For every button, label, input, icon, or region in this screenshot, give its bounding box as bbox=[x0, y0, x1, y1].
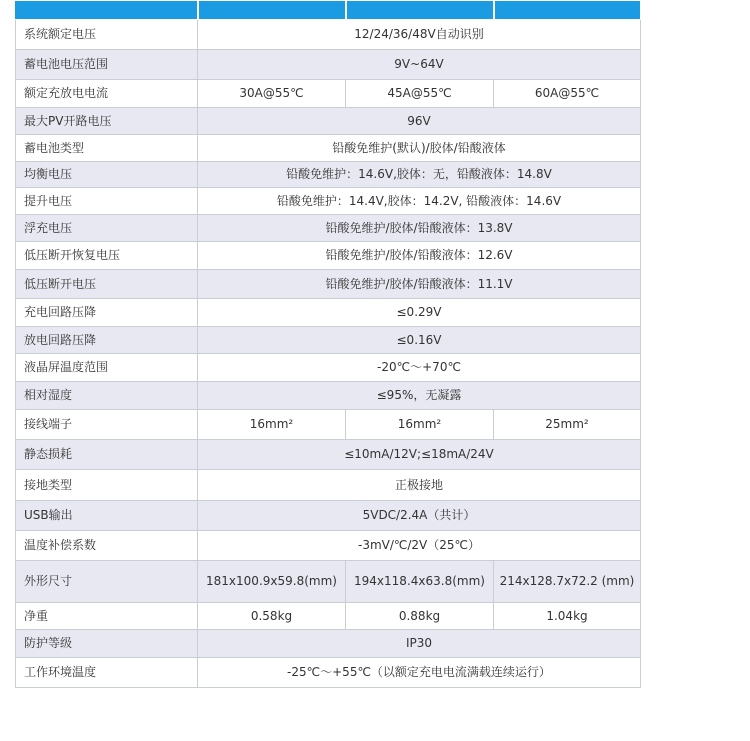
spec-table-body bbox=[16, 1, 641, 688]
row-value: ≤0.29V bbox=[198, 299, 641, 327]
row-value: 5VDC/2.4A（共计） bbox=[198, 501, 641, 531]
row-value: 铅酸免维护/胶体/铅酸液体：11.1V bbox=[198, 270, 641, 299]
table-row bbox=[16, 531, 641, 561]
table-row bbox=[16, 50, 641, 80]
row-value: ≤10mA/12V;≤18mA/24V bbox=[198, 440, 641, 470]
row-label: 充电回路压降 bbox=[16, 299, 198, 327]
row-value: 60A@55℃ bbox=[494, 80, 641, 108]
row-label: 蓄电池类型 bbox=[16, 135, 198, 162]
row-label: 均衡电压 bbox=[16, 162, 198, 188]
table-row bbox=[16, 327, 641, 354]
table-row bbox=[16, 630, 641, 658]
row-label: 防护等级 bbox=[16, 630, 198, 658]
row-value: 12/24/36/48V自动识别 bbox=[198, 20, 641, 50]
row-value: 214x128.7x72.2 (mm) bbox=[494, 561, 641, 603]
row-label: 净重 bbox=[16, 603, 198, 630]
header-cell bbox=[494, 1, 641, 20]
row-label: 静态损耗 bbox=[16, 440, 198, 470]
row-label: 放电回路压降 bbox=[16, 327, 198, 354]
row-label: 额定充放电电流 bbox=[16, 80, 198, 108]
row-value: ≤0.16V bbox=[198, 327, 641, 354]
row-value: 0.58kg bbox=[198, 603, 346, 630]
row-label: 系统额定电压 bbox=[16, 20, 198, 50]
row-value: 96V bbox=[198, 108, 641, 135]
row-label: 浮充电压 bbox=[16, 215, 198, 242]
table-row bbox=[16, 561, 641, 603]
row-label: 最大PV开路电压 bbox=[16, 108, 198, 135]
row-value: 铅酸免维护：14.6V,胶体：无，铅酸液体：14.8V bbox=[198, 162, 641, 188]
row-value: -25℃～+55℃（以额定充电电流满载连续运行） bbox=[198, 658, 641, 688]
row-value: 16mm² bbox=[198, 410, 346, 440]
row-label: 提升电压 bbox=[16, 188, 198, 215]
table-row bbox=[16, 162, 641, 188]
row-value: IP30 bbox=[198, 630, 641, 658]
row-value: 铅酸免维护/胶体/铅酸液体：13.8V bbox=[198, 215, 641, 242]
table-row bbox=[16, 20, 641, 50]
row-value: 铅酸免维护/胶体/铅酸液体：12.6V bbox=[198, 242, 641, 270]
row-label: 蓄电池电压范围 bbox=[16, 50, 198, 80]
row-value: 181x100.9x59.8(mm) bbox=[198, 561, 346, 603]
header-cell bbox=[16, 1, 198, 20]
row-value: 25mm² bbox=[494, 410, 641, 440]
row-value: 9V~64V bbox=[198, 50, 641, 80]
table-row bbox=[16, 215, 641, 242]
row-value: 16mm² bbox=[346, 410, 494, 440]
row-label: 工作环境温度 bbox=[16, 658, 198, 688]
table-row bbox=[16, 410, 641, 440]
row-label: 温度补偿系数 bbox=[16, 531, 198, 561]
table-row bbox=[16, 80, 641, 108]
table-header-row bbox=[16, 1, 641, 20]
table-row bbox=[16, 299, 641, 327]
row-label: USB输出 bbox=[16, 501, 198, 531]
header-cell bbox=[198, 1, 346, 20]
row-value: 铅酸免维护(默认)/胶体/铅酸液体 bbox=[198, 135, 641, 162]
table-row bbox=[16, 188, 641, 215]
row-value: 0.88kg bbox=[346, 603, 494, 630]
table-row bbox=[16, 658, 641, 688]
row-value: 45A@55℃ bbox=[346, 80, 494, 108]
table-row bbox=[16, 108, 641, 135]
spec-table bbox=[15, 0, 641, 688]
table-row bbox=[16, 382, 641, 410]
row-label: 低压断开电压 bbox=[16, 270, 198, 299]
row-value: 1.04kg bbox=[494, 603, 641, 630]
header-cell bbox=[346, 1, 494, 20]
table-row bbox=[16, 242, 641, 270]
row-value: 正极接地 bbox=[198, 470, 641, 501]
table-row bbox=[16, 470, 641, 501]
row-value: -3mV/℃/2V（25℃） bbox=[198, 531, 641, 561]
table-row bbox=[16, 501, 641, 531]
row-value: 30A@55℃ bbox=[198, 80, 346, 108]
table-row bbox=[16, 603, 641, 630]
row-value: 194x118.4x63.8(mm) bbox=[346, 561, 494, 603]
row-label: 接线端子 bbox=[16, 410, 198, 440]
row-label: 相对湿度 bbox=[16, 382, 198, 410]
table-row bbox=[16, 270, 641, 299]
row-label: 外形尺寸 bbox=[16, 561, 198, 603]
table-row bbox=[16, 135, 641, 162]
table-row bbox=[16, 354, 641, 382]
row-value: 铅酸免维护：14.4V,胶体：14.2V, 铅酸液体：14.6V bbox=[198, 188, 641, 215]
table-row bbox=[16, 440, 641, 470]
row-value: ≤95%，无凝露 bbox=[198, 382, 641, 410]
row-label: 低压断开恢复电压 bbox=[16, 242, 198, 270]
row-label: 液晶屏温度范围 bbox=[16, 354, 198, 382]
row-label: 接地类型 bbox=[16, 470, 198, 501]
row-value: -20℃～+70℃ bbox=[198, 354, 641, 382]
